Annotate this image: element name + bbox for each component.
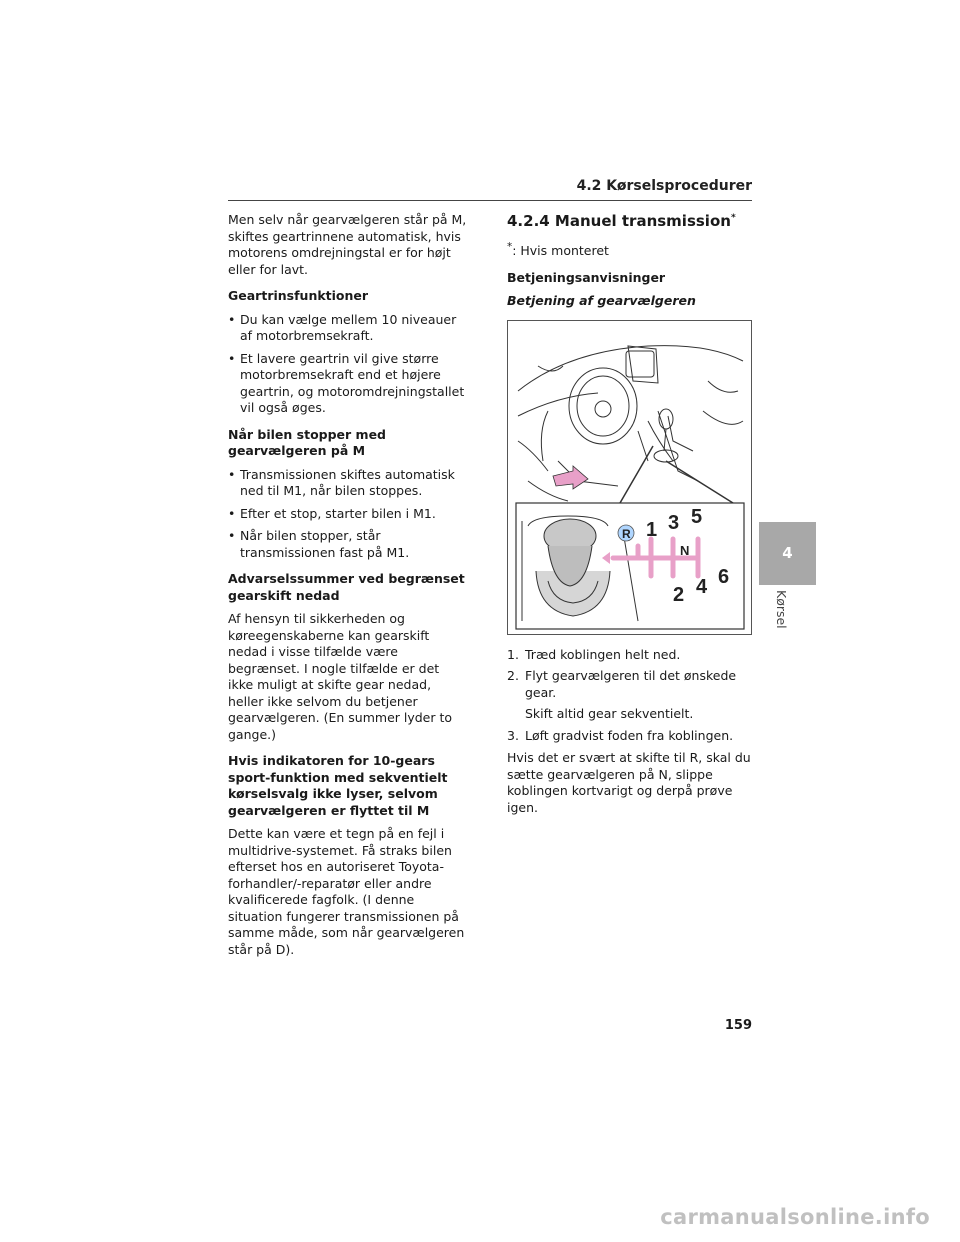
heading-stop: Når bilen stopper med gearvælgeren på M	[228, 426, 387, 458]
gear-label-3: 3	[668, 511, 680, 534]
footnote: *: Hvis monteret	[507, 241, 609, 259]
heading-warning-buzzer: Advarselssummer ved begrænset gearskift nedad	[228, 571, 465, 603]
heading-instructions: Betjeningsanvisninger	[507, 269, 666, 285]
steps-list	[507, 647, 753, 745]
step-sub-note: Skift altid gear sekventielt.	[525, 706, 694, 722]
clutch-arrow-icon	[553, 466, 588, 489]
gear-label-r: R	[622, 526, 631, 541]
gear-label-n: N	[680, 542, 690, 558]
step-item: 1. Træd koblingen helt ned.	[507, 646, 681, 662]
left-column	[228, 212, 468, 968]
gear-label-2: 2	[673, 583, 685, 606]
list-item: • Et lavere geartrin vil give større motorbremsekraft end et højere geartrin, og motoromdrejningstallet vil også øges.	[228, 350, 465, 415]
list-item: • Efter et stop, starter bilen i M1.	[228, 505, 436, 521]
indicator-paragraph: Dette kan være et tegn på en fejl i multidrive-systemet. Få straks bilen efterset hos en autoriseret Toyota-forhandler/-reparatør eller andre kvalificerede fagfolk. (I denne situation fungerer transmissionen på samme måde, som når gearvælgeren står på D).	[228, 826, 465, 957]
header-rule	[228, 200, 752, 201]
cockpit-drawing	[508, 321, 751, 634]
watermark: carmanualsonline.info	[660, 1205, 930, 1229]
heading-geartrin: Geartrinsfunktioner	[228, 288, 369, 303]
intro-paragraph: Men selv når gearvælgeren står på M, skiftes geartrinnene automatisk, hvis motorens omdrejningstal er for højt eller for lavt.	[228, 212, 467, 277]
right-column	[507, 208, 753, 826]
reverse-tip-paragraph: Hvis det er svært at skifte til R, skal du sætte gearvælgeren på N, slippe koblingen kortvarigt og derpå prøve igen.	[507, 750, 751, 815]
gear-label-5: 5	[691, 505, 703, 528]
gear-label-4: 4	[696, 575, 708, 598]
page-number: 159	[724, 1018, 752, 1033]
heading-shift-lever: Betjening af gearvælgeren	[507, 293, 696, 309]
warning-paragraph: Af hensyn til sikkerheden og køreegenskaberne kan gearskift nedad i visse tilfælde være begrænset. I nogle tilfælde er det ikke muligt at skifte gear nedad, heller ikke selvom du betjener gearvælgeren. (En summer lyder to gange.)	[228, 611, 453, 742]
heading-indicator: Hvis indikatoren for 10-gears sport-funktion med sekventielt kørselsvalg ikke lyser, selvom gearvælgeren er flyttet til M	[228, 753, 448, 818]
step-item: 3. Løft gradvist foden fra koblingen.	[507, 727, 734, 743]
gear-label-6: 6	[718, 565, 730, 588]
shift-lever-illustration	[507, 320, 752, 635]
list-item: • Transmissionen skiftes automatisk ned til M1, når bilen stoppes.	[228, 466, 455, 498]
chapter-number: 4	[782, 544, 793, 562]
chapter-label: Kørsel	[774, 590, 789, 629]
list-item: • Når bilen stopper, står transmissionen fast på M1.	[228, 528, 410, 560]
step-item: 2. Flyt gearvælgeren til det ønskede gear. Skift altid gear sekventielt.	[507, 668, 737, 722]
gear-label-1: 1	[646, 518, 658, 541]
section-header: 4.2 Kørselsprocedurer	[576, 178, 752, 194]
section-title: 4.2.4 Manuel transmission*	[507, 212, 736, 230]
geartrin-list	[228, 312, 468, 417]
stop-list	[228, 467, 468, 562]
list-item: • Du kan vælge mellem 10 niveauer af motorbremsekraft.	[228, 311, 457, 343]
